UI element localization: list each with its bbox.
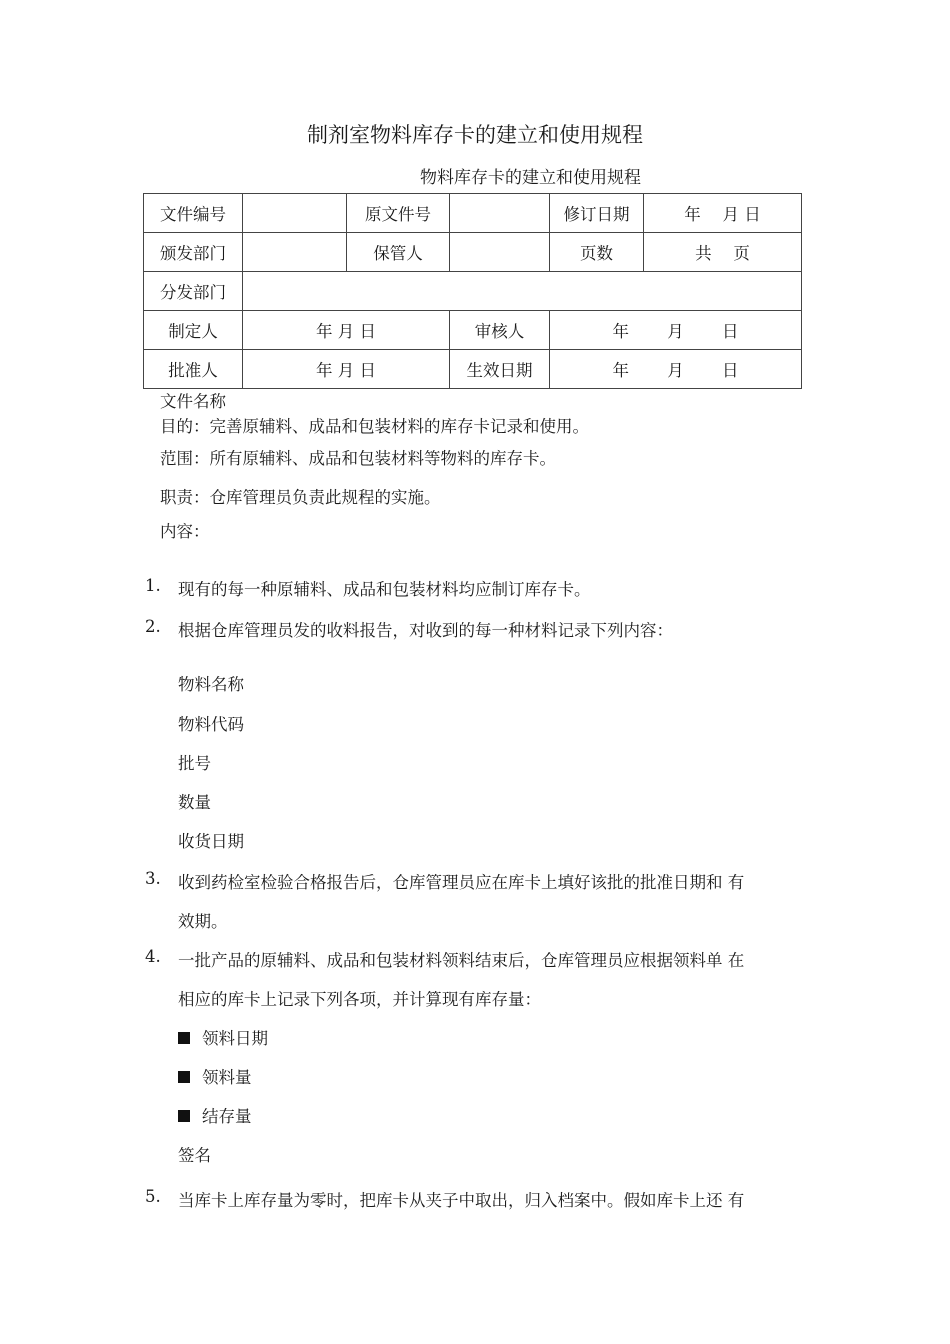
square-bullet-icon xyxy=(178,1071,190,1083)
custodian-label: 保管人 xyxy=(347,233,450,272)
dist-dept-label: 分发部门 xyxy=(144,272,243,311)
list-item: 当库卡上库存量为零时，把库卡从夹子中取出，归入档案中。假如库卡上还 有 xyxy=(178,1191,745,1210)
reviewer-date: 年 月 日 xyxy=(550,311,802,350)
list-item-continuation: 相应的库卡上记录下列各项，并计算现有库存量： xyxy=(178,990,541,1009)
issue-field-label: 领料日期 xyxy=(202,1029,268,1048)
table-row xyxy=(144,350,802,389)
approver-label: 批准人 xyxy=(144,350,243,389)
list-item: 根据仓库管理员发的收料报告，对收到的每一种材料记录下列内容： xyxy=(178,621,673,640)
issue-field xyxy=(178,1025,268,1049)
square-bullet-icon xyxy=(178,1032,190,1044)
content-label: 内容： xyxy=(160,522,210,541)
issue-field xyxy=(178,1064,252,1088)
approver-date: 年 月 日 xyxy=(243,350,450,389)
receipt-field: 收货日期 xyxy=(178,832,244,851)
file-name-label: 文件名称 xyxy=(160,392,226,411)
issue-dept-label: 颁发部门 xyxy=(144,233,243,272)
list-item-number: 5. xyxy=(145,1187,161,1206)
list-item-number: 1. xyxy=(145,576,161,595)
signature-label: 签名 xyxy=(178,1146,211,1165)
author-label: 制定人 xyxy=(144,311,243,350)
custodian-value xyxy=(450,233,550,272)
effective-date: 年 月 日 xyxy=(550,350,802,389)
square-bullet-icon xyxy=(178,1110,190,1122)
issue-field xyxy=(178,1103,252,1127)
responsibility-text: 职责：仓库管理员负责此规程的实施。 xyxy=(160,488,441,507)
document-header-table xyxy=(143,193,802,389)
pages-label: 页数 xyxy=(550,233,644,272)
rev-date-value: 年 月 日 xyxy=(644,194,802,233)
file-no-value xyxy=(243,194,347,233)
list-item-number: 3. xyxy=(145,869,161,888)
document-subtitle: 物料库存卡的建立和使用规程 xyxy=(420,168,641,188)
table-row xyxy=(144,272,802,311)
list-item: 现有的每一种原辅料、成品和包装材料均应制订库存卡。 xyxy=(178,580,591,599)
issue-dept-value xyxy=(243,233,347,272)
receipt-field: 物料代码 xyxy=(178,715,244,734)
dist-dept-value xyxy=(243,272,802,311)
receipt-field: 批号 xyxy=(178,754,211,773)
table-row xyxy=(144,233,802,272)
table-row xyxy=(144,311,802,350)
orig-file-no-value xyxy=(450,194,550,233)
list-item: 收到药检室检验合格报告后，仓库管理员应在库卡上填好该批的批准日期和 有 xyxy=(178,873,745,892)
file-no-label: 文件编号 xyxy=(144,194,243,233)
list-item-continuation: 效期。 xyxy=(178,912,228,931)
list-item-number: 4. xyxy=(145,947,161,966)
scope-text: 范围：所有原辅料、成品和包装材料等物料的库存卡。 xyxy=(160,449,556,468)
table-row xyxy=(144,194,802,233)
receipt-field: 数量 xyxy=(178,793,211,812)
list-item: 一批产品的原辅料、成品和包装材料领料结束后，仓库管理员应根据领料单 在 xyxy=(178,951,745,970)
issue-field-label: 结存量 xyxy=(202,1107,252,1126)
rev-date-label: 修订日期 xyxy=(550,194,644,233)
issue-field-label: 领料量 xyxy=(202,1068,252,1087)
orig-file-no-label: 原文件号 xyxy=(347,194,450,233)
author-date: 年 月 日 xyxy=(243,311,450,350)
effective-label: 生效日期 xyxy=(450,350,550,389)
document-title: 制剂室物料库存卡的建立和使用规程 xyxy=(307,123,643,147)
purpose-text: 目的：完善原辅料、成品和包装材料的库存卡记录和使用。 xyxy=(160,417,589,436)
pages-value: 共 页 xyxy=(644,233,802,272)
receipt-field: 物料名称 xyxy=(178,675,244,694)
list-item-number: 2. xyxy=(145,617,161,636)
reviewer-label: 审核人 xyxy=(450,311,550,350)
